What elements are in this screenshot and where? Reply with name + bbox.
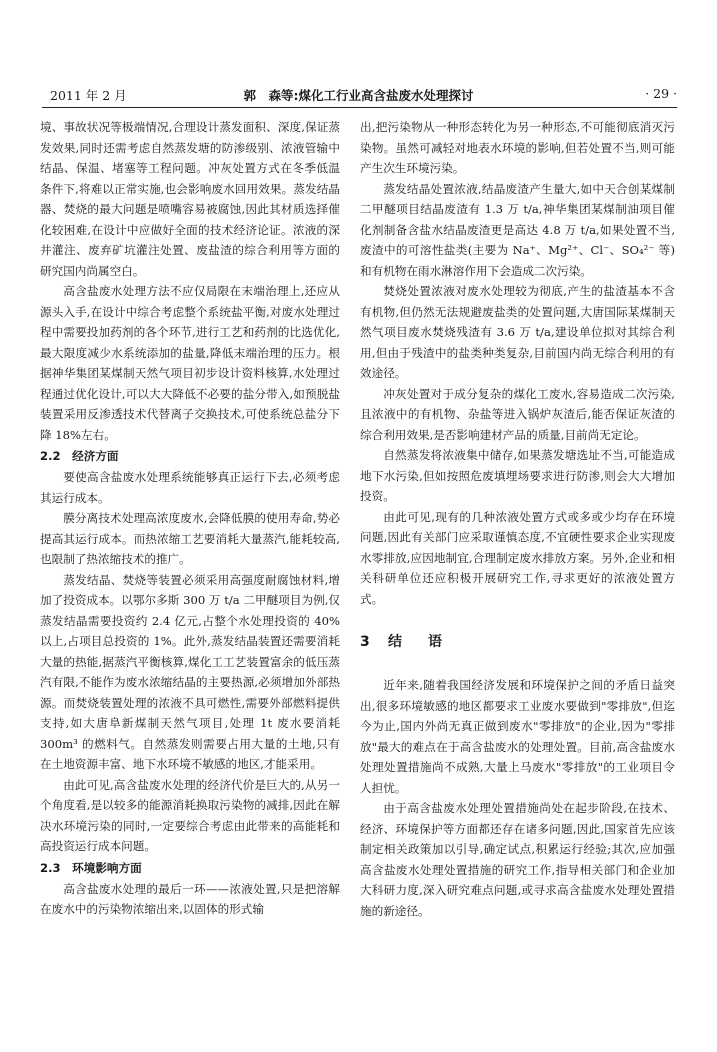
page-number: · 29 · <box>645 86 677 101</box>
paragraph: 由于高含盐废水处理处置措施尚处在起步阶段,在技术、经济、环境保护等方面都还存在诸多问题,因此,国家首先应该制定相关政策加以引导,确定试点,积累运行经验;其次,应加强高含盐废水处理处置措施的研究工作,指导相关部门和企业加大科研力度,深入研究难点问题,或寻求高含盐废水处理处置措施的新途径。 <box>360 801 675 918</box>
header-rule <box>42 107 677 108</box>
paragraph: 冲灰处置对于成分复杂的煤化工废水,容易造成二次污染,且浓液中的有机物、杂盐等进入锅炉灰渣后,能否保证灰渣的综合利用效果,是否影响建材产品的质量,目前尚无定论。 <box>360 386 675 442</box>
left-column <box>40 117 340 920</box>
paragraph: 蒸发结晶处置浓液,结晶废渣产生量大,如中天合创某煤制二甲醚项目结晶废渣有 1.3 万 t/a,神华集团某煤制油项目催化剂制备含盐水结晶废渣更是高达 4.8 万 t/a,如果处置不当,废渣中的可溶性盐类(主要为 Na⁺、Mg²⁺、Cl⁻、SO₄²⁻ 等)和有机物在雨水淋溶作用下会造成二次污染。 <box>360 181 675 278</box>
section-heading-3 <box>360 631 675 653</box>
running-title: 郭 森等:煤化工行业高含盐废水处理探讨 <box>243 88 474 103</box>
paragraph: 膜分离技术处理高浓度废水,会降低膜的使用寿命,势必提高其运行成本。而热浓缩工艺要消耗大量蒸汽,能耗较高,也限制了热浓缩技术的推广。 <box>40 511 340 566</box>
section-number: 3 <box>360 634 370 650</box>
issue-date: 2011 年 2 月 <box>50 88 127 103</box>
paragraph: 焚烧处置浓液对废水处理较为彻底,产生的盐渣基本不含有机物,但仍然无法规避废盐类的处置问题,大唐国际某煤制天然气项目废水焚烧残渣有 3.6 万 t/a,建设单位拟对其综合利用,但由于残渣中的盐类种类复杂,目前国内尚无综合利用的有效途径。 <box>360 284 675 380</box>
paragraph: 由此可见,现有的几种浓液处置方式或多或少均存在环境问题,因此有关部门应采取谨慎态度,不宜硬性要求企业实现废水零排放,应因地制宜,合理制定废水排放方案。另外,企业和相关科研单位还应积极开展研究工作,寻求更好的浓液处置方式。 <box>360 509 675 606</box>
paragraph: 境、事故状况等极端情况,合理设计蒸发面积、深度,保证蒸发效果,同时还需考虑自然蒸发塘的防渗级别、浓液管输中结晶、保温、堵塞等工程问题。冲灰处置方式在冬季低温条件下,将难以正常实施,也会影响废水回用效果。蒸发结晶器、焚烧的最大问题是喷嘴容易被腐蚀,因此其材质选择催化较困难,在设计中应做好全面的技术经济论证。浓液的深井灌注、废弃矿坑灌注处置、废盐渣的综合利用等方面的研究国内尚属空白。 <box>40 120 340 278</box>
paragraph: 高含盐废水处理的最后一环——浓液处置,只是把溶解在废水中的污染物浓缩出来,以固体的形式输 <box>40 881 340 916</box>
paragraph: 自然蒸发将浓液集中储存,如果蒸发塘选址不当,可能造成地下水污染,但如按照危废填埋场要求进行防渗,则会大大增加投资。 <box>360 448 675 503</box>
subsection-heading-2-3: 2.3 环境影响方面 <box>40 860 142 875</box>
running-header <box>40 86 677 106</box>
right-column <box>360 117 675 921</box>
paragraph: 蒸发结晶、焚烧等装置必须采用高强度耐腐蚀材料,增加了投资成本。以鄂尔多斯 300 万 t/a 二甲醚项目为例,仅蒸发结晶需要投资约 2.4 亿元,占整个水处理投资的 40%以上,占项目总投资的 1%。此外,蒸发结晶装置还需要消耗大量的热能,据蒸汽平衡核算,煤化工工艺装置富余的低压蒸汽有限,不能作为废水浓缩结晶的主要热源,必须增加外部热源。而焚烧装置处理的浓液不具可燃性,需要外部燃料提供支持,如大唐阜新煤制天然气项目,处理 1t 废水要消耗 300m³ 的燃料气。自然蒸发则需要占用大量的土地,只有在土地资源丰富、地下水环境不敏感的地区,才能采用。 <box>40 572 340 771</box>
paragraph: 高含盐废水处理方法不应仅局限在末端治理上,还应从源头入手,在设计中综合考虑整个系统盐平衡,对废水处理过程中需要投加药剂的各个环节,进行工艺和药剂的比选优化,最大限度减少水系统添加的盐量,降低末端治理的压力。根据神华集团某煤制天然气项目初步设计资料核算,水处理过程通过优化设计,可以大大降低不必要的盐分带入,如预脱盐装置采用反渗透技术代替离子交换技术,可使系统总盐分下降 18%左右。 <box>40 284 340 442</box>
paragraph: 由此可见,高含盐废水处理的经济代价是巨大的,从另一个角度看,是以较多的能源消耗换取污染物的减排,因此在解决水环境污染的同时,一定要综合考虑由此带来的高能耗和高投资运行成本问题。 <box>40 777 340 853</box>
subsection-heading-2-2: 2.2 经济方面 <box>40 449 119 463</box>
paragraph: 近年来,随着我国经济发展和环境保护之间的矛盾日益突出,很多环境敏感的地区都要求工业废水要做到"零排放",但迄今为止,国内外尚无真正做到废水"零排放"的企业,因为"零排放"最大的难点在于高含盐废水的处理处置。目前,高含盐废水处理处置措施尚不成熟,大量上马废水"零排放"的工业项目令人担忧。 <box>360 678 675 795</box>
paragraph: 要使高含盐废水处理系统能够真正运行下去,必须考虑其运行成本。 <box>40 470 340 505</box>
section-title: 结语 <box>388 634 468 650</box>
paragraph: 出,把污染物从一种形态转化为另一种形态,不可能彻底消灭污染物。虽然可减轻对地表水环境的影响,但若处置不当,则可能产生次生环境污染。 <box>360 120 675 175</box>
